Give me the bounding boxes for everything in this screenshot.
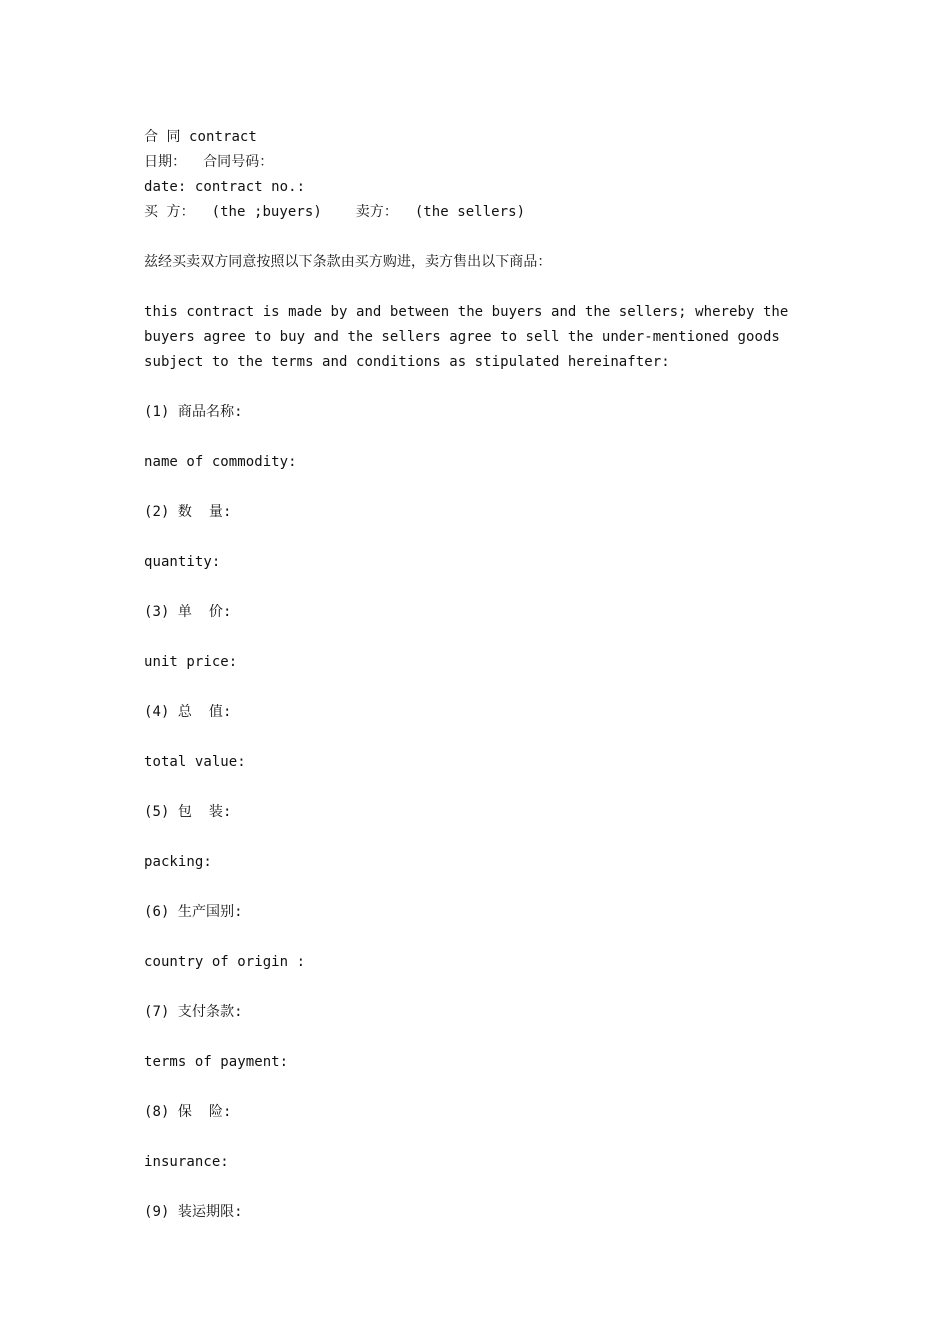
clause-4-en: total value:	[144, 754, 246, 770]
clause-5-cn: (5) 包 装:	[144, 804, 232, 820]
contract-title: 合 同 contract	[144, 129, 257, 145]
spacer	[144, 925, 794, 950]
date-contract-no-cn: 日期： 合同号码：	[144, 154, 274, 170]
spacer	[144, 525, 794, 550]
spacer	[144, 1075, 794, 1100]
clause-4-cn: (4) 总 值:	[144, 704, 232, 720]
spacer	[144, 1125, 794, 1150]
preamble-cn: 兹经买卖双方同意按照以下条款由买方购进，卖方售出以下商品：	[144, 254, 552, 270]
spacer	[144, 625, 794, 650]
spacer	[144, 425, 794, 450]
clause-7-cn: (7) 支付条款:	[144, 1004, 243, 1020]
clause-7-en: terms of payment:	[144, 1054, 289, 1070]
clause-6-cn: (6) 生产国别:	[144, 904, 243, 920]
clause-8-cn: (8) 保 险:	[144, 1104, 232, 1120]
contract-body	[144, 125, 794, 1225]
spacer	[144, 275, 794, 300]
spacer	[144, 1025, 794, 1050]
clause-2-en: quantity:	[144, 554, 221, 570]
clause-3-cn: (3) 单 价:	[144, 604, 232, 620]
clause-1-en: name of commodity:	[144, 454, 297, 470]
preamble-en: this contract is made by and between the buyers and the sellers; whereby the buyers agree to buy and the sellers agree to sell the under-mentioned goods subject to the terms and conditions as stipulated hereinafter:	[144, 304, 789, 370]
spacer	[144, 975, 794, 1000]
clause-5-en: packing:	[144, 854, 212, 870]
spacer	[144, 775, 794, 800]
clause-1-cn: (1) 商品名称:	[144, 404, 243, 420]
spacer	[144, 575, 794, 600]
spacer	[144, 1175, 794, 1200]
spacer	[144, 875, 794, 900]
clause-6-en: country of origin :	[144, 954, 306, 970]
spacer	[144, 825, 794, 850]
spacer	[144, 225, 794, 250]
spacer	[144, 475, 794, 500]
spacer	[144, 675, 794, 700]
spacer	[144, 375, 794, 400]
clause-9-cn: (9) 装运期限:	[144, 1204, 243, 1220]
clause-8-en: insurance:	[144, 1154, 229, 1170]
date-contract-no-en: date: contract no.:	[144, 179, 306, 195]
parties-line: 买 方： (the ;buyers) 卖方： (the sellers)	[144, 204, 526, 220]
clause-2-cn: (2) 数 量:	[144, 504, 232, 520]
clause-3-en: unit price:	[144, 654, 238, 670]
spacer	[144, 725, 794, 750]
